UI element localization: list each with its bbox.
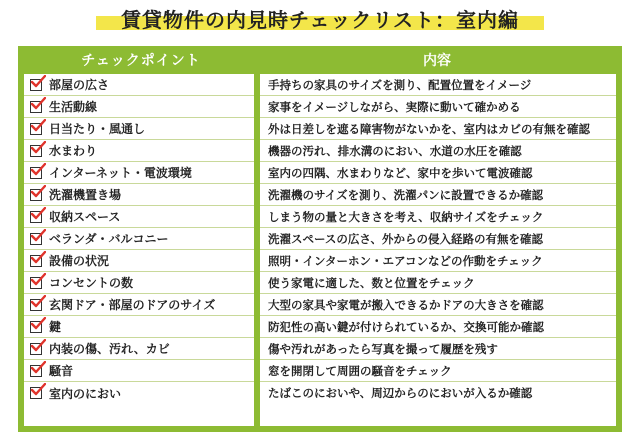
checkpoint-column (24, 74, 254, 426)
checkpoint-row (24, 272, 254, 294)
content-text: 窓を開閉して周囲の騒音をチェック (268, 363, 452, 378)
content-text: 使う家電に適した、数と位置をチェック (268, 275, 475, 290)
checkbox-checked-icon (30, 255, 42, 267)
checkpoint-label: 室内のにおい (49, 386, 122, 401)
checkbox-checked-icon (30, 277, 42, 289)
checkbox-checked-icon (30, 211, 42, 223)
content-text: しまう物の量と大きさを考え、収納サイズをチェック (268, 209, 544, 224)
checkbox-checked-icon (30, 101, 42, 113)
checkbox-checked-icon (30, 299, 42, 311)
content-row (260, 360, 616, 382)
content-column (260, 74, 616, 426)
checkpoint-row (24, 382, 254, 404)
content-text: 家事をイメージしながら、実際に動いて確かめる (268, 99, 521, 114)
header-checkpoint: チェックポイント (81, 53, 201, 69)
checkpoint-label: 水まわり (49, 144, 98, 158)
content-text: 防犯性の高い鍵が付けられているか、交換可能か確認 (268, 319, 544, 334)
checkbox-checked-icon (30, 343, 42, 355)
header-content: 内容 (423, 53, 451, 69)
content-text: 手持ちの家具のサイズを測り、配置位置をイメージ (268, 77, 532, 92)
table-body (24, 74, 616, 426)
checkpoint-label: 収納スペース (49, 210, 121, 224)
content-row (260, 140, 616, 162)
content-row (260, 228, 616, 250)
content-text: 傷や汚れがあったら写真を撮って履歴を残す (268, 341, 498, 356)
checkpoint-row (24, 250, 254, 272)
content-text: 大型の家具や家電が搬入できるかドアの大きさを確認 (268, 297, 544, 312)
content-row (260, 382, 616, 404)
checkpoint-label: 洗濯機置き場 (49, 188, 122, 202)
content-row (260, 206, 616, 228)
checkpoint-label: ベランダ・バルコニー (49, 232, 169, 246)
checkpoint-label: コンセントの数 (49, 276, 134, 290)
checkbox-checked-icon (30, 79, 42, 91)
checkpoint-row (24, 360, 254, 382)
content-row (260, 294, 616, 316)
checkbox-checked-icon (30, 387, 42, 399)
checkpoint-row (24, 316, 254, 338)
checkpoint-label: 騒音 (49, 364, 74, 378)
checkpoint-row (24, 338, 254, 360)
content-text: たばこのにおいや、周辺からのにおいが入るか確認 (268, 386, 533, 400)
checkbox-checked-icon (30, 365, 42, 377)
checkbox-checked-icon (30, 145, 42, 157)
content-row (260, 316, 616, 338)
content-text: 機器の汚れ、排水溝のにおい、水道の水圧を確認 (268, 143, 522, 158)
checkpoint-label: 内装の傷、汚れ、カビ (49, 342, 170, 356)
checkbox-checked-icon (30, 189, 42, 201)
content-row (260, 184, 616, 206)
content-text: 洗濯スペースの広さ、外からの侵入経路の有無を確認 (268, 231, 543, 246)
checkpoint-label: 生活動線 (49, 100, 98, 114)
title-area (0, 8, 640, 42)
content-row (260, 74, 616, 96)
checkpoint-row (24, 184, 254, 206)
content-row (260, 338, 616, 360)
content-row (260, 96, 616, 118)
checkpoint-label: 鍵 (49, 320, 62, 334)
content-row (260, 272, 616, 294)
checkpoint-row (24, 228, 254, 250)
content-row (260, 118, 616, 140)
checkbox-checked-icon (30, 123, 42, 135)
content-text: 外は日差しを遮る障害物がないかを、室内はカビの有無を確認 (268, 121, 590, 136)
checkpoint-row (24, 74, 254, 96)
checkpoint-label: 部屋の広さ (49, 78, 110, 92)
checkpoint-label: 玄関ドア・部屋のドアのサイズ (49, 298, 216, 312)
checkpoint-label: 設備の状況 (49, 254, 110, 268)
page-title: 賃貸物件の内見時チェックリスト：室内編 (121, 8, 519, 32)
checkpoint-label: インターネット・電波環境 (49, 166, 192, 180)
checkbox-checked-icon (30, 233, 42, 245)
content-row (260, 162, 616, 184)
checkbox-checked-icon (30, 167, 42, 179)
content-text: 室内の四隅、水まわりなど、家中を歩いて電波確認 (268, 165, 533, 180)
content-text: 照明・インターホン・エアコンなどの作動をチェック (268, 253, 543, 268)
table-header (24, 46, 616, 74)
checkpoint-row (24, 118, 254, 140)
checkbox-checked-icon (30, 321, 42, 333)
content-text: 洗濯機のサイズを測り、洗濯パンに設置できるか確認 (268, 187, 544, 202)
checkpoint-label: 日当たり・風通し (49, 122, 146, 136)
content-row (260, 250, 616, 272)
checkpoint-row (24, 162, 254, 184)
checkpoint-row (24, 206, 254, 228)
checkpoint-row (24, 96, 254, 118)
checklist-table (18, 46, 622, 432)
checkpoint-row (24, 294, 254, 316)
checkpoint-row (24, 140, 254, 162)
